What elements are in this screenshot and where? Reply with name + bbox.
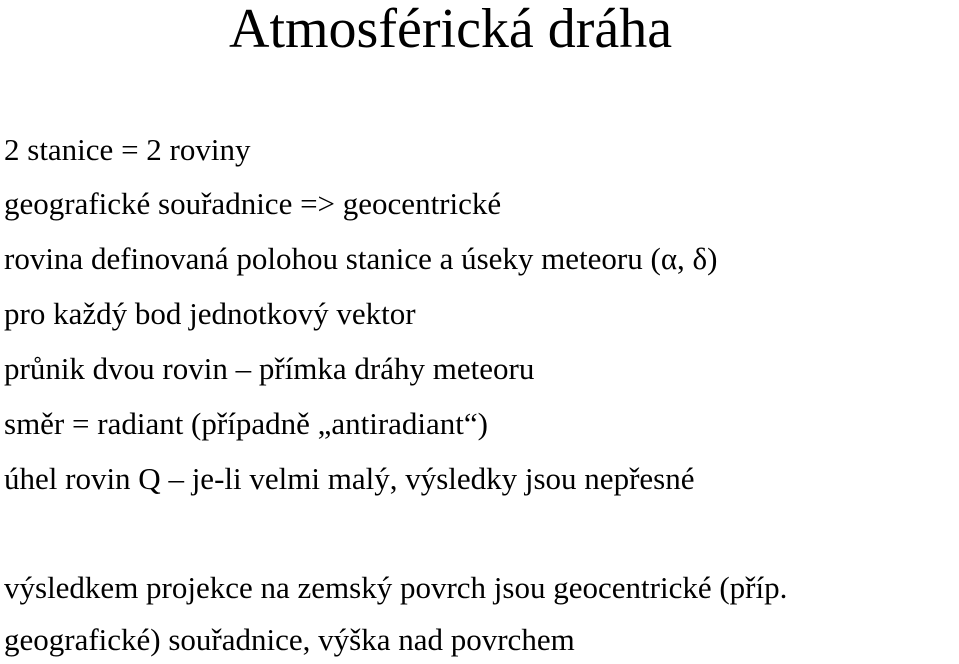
paragraph-line-projection-2: geografické) souřadnice, výška nad povrchem	[4, 622, 575, 657]
paragraph-line-projection-1: výsledkem projekce na zemský povrch jsou geocentrické (příp.	[4, 570, 788, 605]
slide-title: Atmosférická dráha	[229, 0, 673, 60]
bullet-line-radiant: směr = radiant (případně „antiradiant“)	[4, 406, 488, 441]
bullet-line-unit-vector: pro každý bod jednotkový vektor	[4, 296, 416, 331]
bullet-line-plane-intersection: průnik dvou rovin – přímka dráhy meteoru	[4, 351, 535, 386]
bullet-line-plane-definition: rovina definovaná polohou stanice a úseky meteoru (α, δ)	[4, 241, 718, 276]
bullet-line-plane-angle: úhel rovin Q – je-li velmi malý, výsledky jsou nepřesné	[4, 461, 695, 496]
bullet-line-stations: 2 stanice = 2 roviny	[4, 132, 251, 167]
bullet-line-coordinates: geografické souřadnice => geocentrické	[4, 186, 502, 221]
